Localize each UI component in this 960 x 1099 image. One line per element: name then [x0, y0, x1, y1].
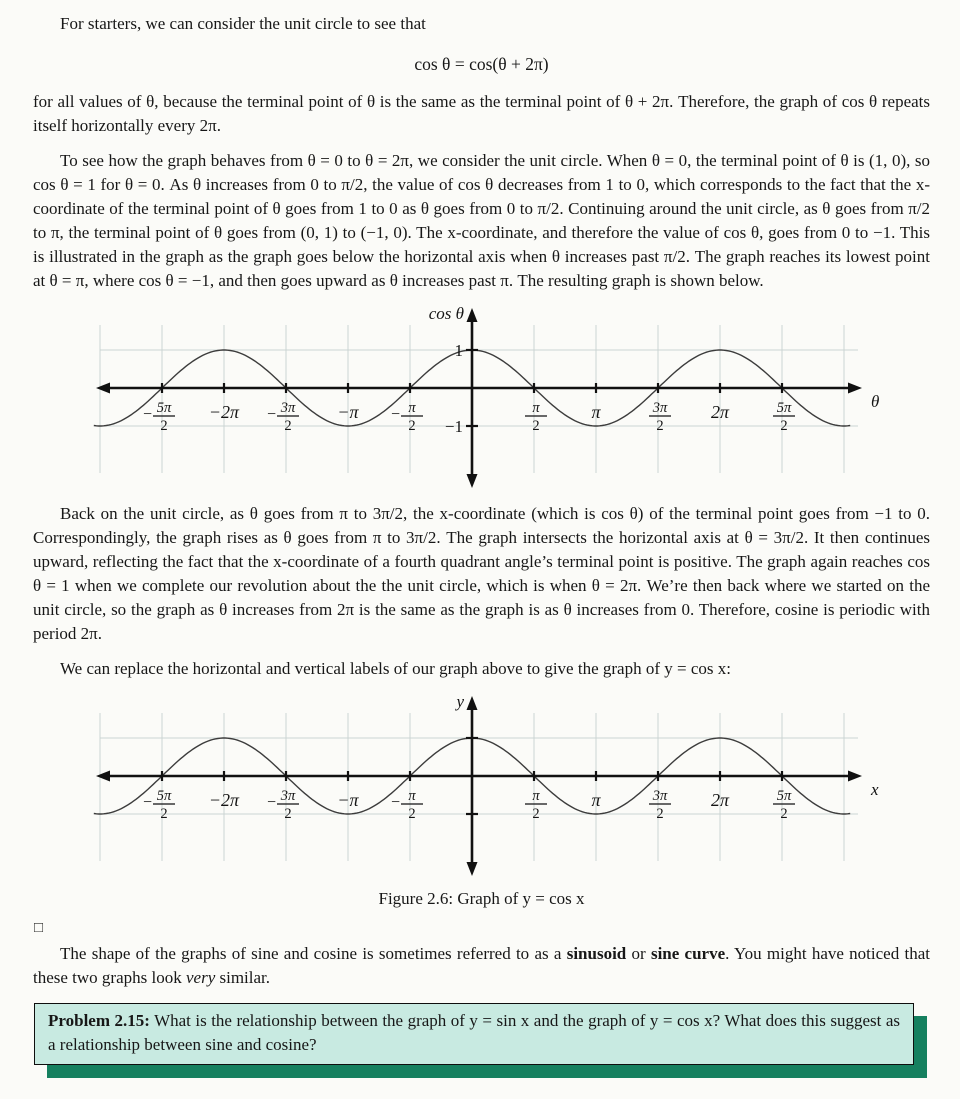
paragraph-back-on-circle: Back on the unit circle, as θ goes from π to 3π/2, the x-coordinate (which is cos θ) of the terminal point goes from −1 to 0. Correspondingly, the graph rises as θ goes from π to 3π/2. The graph intersects the horizontal axis at θ = 3π/2. It then continues upward, reflecting the fact that the x-coordinate of a fourth quadrant angle’s terminal point is positive. The graph again reaches cos θ = 1 when we complete our revolution about the the unit circle, which is when θ = 2π. We’re then back where we started on the unit circle, so the graph as θ increases from 2π is the same as the graph is as θ increases from 0. Therefore, cosine is periodic with period 2π.	[33, 504, 930, 643]
svg-text:2: 2	[532, 806, 540, 822]
svg-text:x: x	[871, 780, 879, 799]
svg-text:−π: −π	[337, 402, 359, 422]
paragraph-replace-labels: We can replace the horizontal and vertical labels of our graph above to give the graph of y = cos x:	[60, 659, 731, 678]
svg-text:−2π: −2π	[208, 402, 240, 422]
svg-text:2: 2	[780, 418, 788, 434]
y-equals-cos-x-graph	[35, 689, 930, 885]
svg-text:−: −	[390, 406, 400, 423]
svg-text:−: −	[142, 794, 152, 811]
svg-text:−2π: −2π	[208, 790, 240, 810]
svg-text:3π: 3π	[652, 788, 668, 804]
svg-text:−: −	[390, 794, 400, 811]
svg-text:2: 2	[408, 806, 416, 822]
svg-text:cos θ: cos θ	[428, 304, 464, 323]
svg-text:3π: 3π	[280, 788, 296, 804]
svg-text:2: 2	[532, 418, 540, 434]
svg-text:2π: 2π	[710, 790, 730, 810]
svg-text:−π: −π	[337, 790, 359, 810]
svg-text:2: 2	[408, 418, 416, 434]
svg-text:π: π	[408, 788, 416, 804]
svg-text:5π: 5π	[156, 788, 172, 804]
paragraph-intro: For starters, we can consider the unit circle to see that	[60, 14, 426, 33]
svg-text:−1: −1	[444, 417, 463, 436]
svg-text:3π: 3π	[652, 400, 668, 416]
svg-text:−: −	[266, 406, 276, 423]
svg-text:2: 2	[284, 418, 292, 434]
paragraph-intro-continued: for all values of θ, because the terminal point of θ is the same as the terminal point of θ + 2π. Therefore, the graph of cos θ repeats itself horizontally every 2π.	[33, 92, 930, 135]
svg-text:2: 2	[160, 806, 168, 822]
cosine-graph-svg	[35, 301, 927, 497]
svg-text:5π: 5π	[776, 400, 792, 416]
svg-text:2: 2	[656, 418, 664, 434]
figure-caption: Figure 2.6: Graph of y = cos x	[378, 889, 585, 908]
svg-text:2: 2	[780, 806, 788, 822]
problem-box	[34, 1003, 914, 1065]
svg-text:π: π	[532, 400, 540, 416]
cosine-graph-svg	[35, 689, 927, 885]
svg-text:π: π	[532, 788, 540, 804]
problem-text: Problem 2.15: What is the relationship between the graph of y = sin x and the graph of y = cos x? What does this suggest as a relationship between sine and cosine?	[48, 1011, 900, 1054]
svg-text:−: −	[142, 406, 152, 423]
svg-text:π: π	[408, 400, 416, 416]
svg-text:2: 2	[284, 806, 292, 822]
svg-text:2π: 2π	[710, 402, 730, 422]
display-equation: cos θ = cos(θ + 2π)	[414, 54, 549, 74]
cos-theta-graph	[35, 301, 930, 497]
svg-text:−: −	[266, 794, 276, 811]
svg-text:1: 1	[454, 341, 463, 360]
svg-text:5π: 5π	[776, 788, 792, 804]
svg-text:2: 2	[160, 418, 168, 434]
paragraph-sinusoid: The shape of the graphs of sine and cosine is sometimes referred to as a sinusoid or sine curve. You might have noticed that these two graphs look very similar.	[33, 944, 930, 987]
svg-text:y: y	[456, 692, 464, 711]
svg-text:θ: θ	[871, 392, 880, 411]
paragraph-graph-behavior: To see how the graph behaves from θ = 0 to θ = 2π, we consider the unit circle. When θ = 0, the terminal point of θ is (1, 0), so cos θ = 1 for θ = 0. As θ increases from 0 to π/2, the value of cos θ decreases from 1 to 0, which corresponds to the fact that the x-coordinate of the terminal point of θ goes from 1 to 0 as θ goes from 0 to π/2. Continuing around the unit circle, as θ goes from π/2 to π, the terminal point of θ goes from (0, 1) to (−1, 0). The x-coordinate, and therefore the value of cos θ, goes from 0 to −1. This is illustrated in the graph as the graph goes below the horizontal axis when θ increases past π/2. The graph reaches its lowest point at θ = π, where cos θ = −1, and then goes upward as θ increases past π. The resulting graph is shown below.	[33, 151, 930, 290]
svg-text:π: π	[591, 790, 601, 810]
end-of-proof-square: □	[34, 920, 44, 936]
svg-text:2: 2	[656, 806, 664, 822]
svg-text:3π: 3π	[280, 400, 296, 416]
svg-text:5π: 5π	[156, 400, 172, 416]
svg-text:π: π	[591, 402, 601, 422]
